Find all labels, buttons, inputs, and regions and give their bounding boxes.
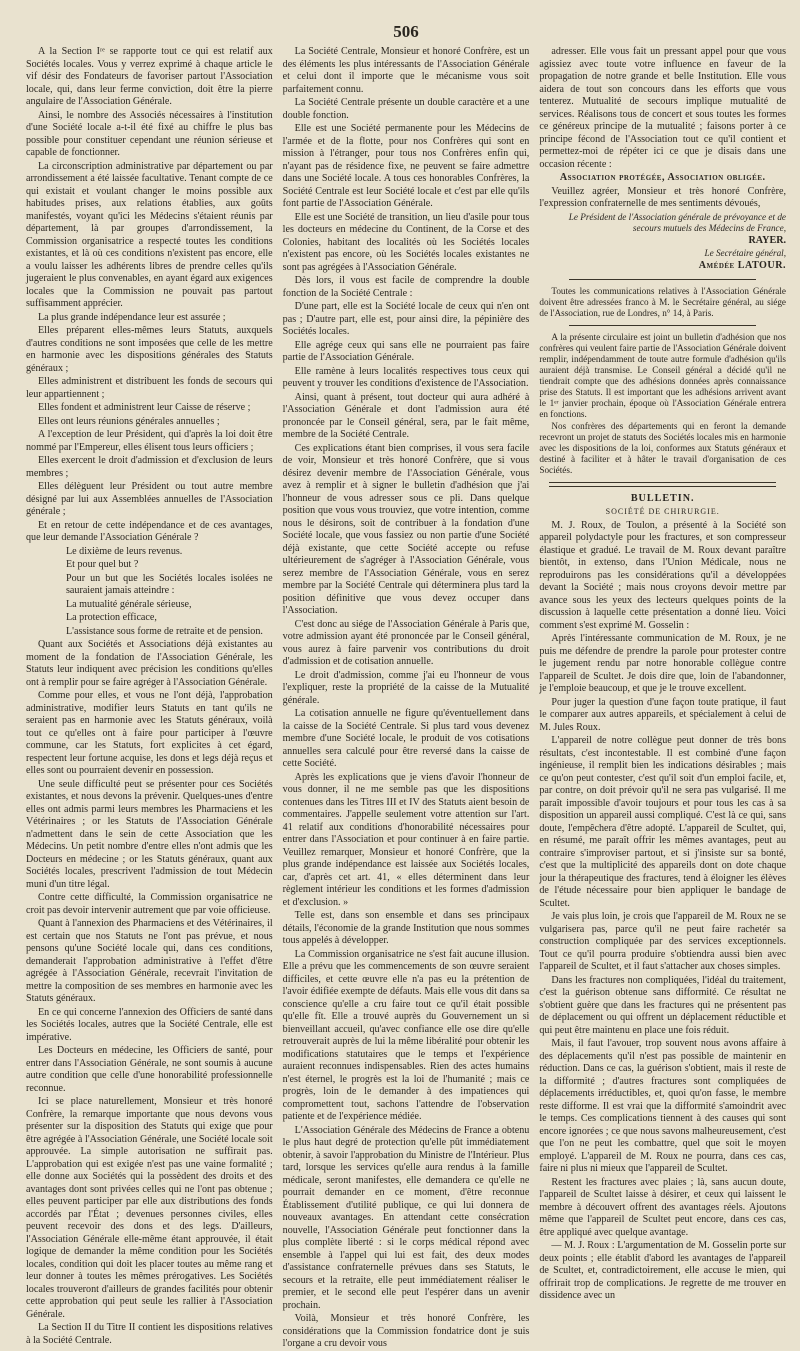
divider [569, 279, 756, 280]
paragraph: Dans les fractures non compliquées, l'idéal du traitement, c'est la guérison obtenue sans difformité. Ce résultat ne s'obtient guère que dans les fractures qui ne présentent pas de déplacement ou qui offrent un déplacement réductible et qui peut être maintenu en place une fois réduit. [539, 974, 787, 1036]
paragraph: Ces explications étant bien comprises, il vous sera facile de voir, Monsieur et très honoré Confrère, que si vous désirez devenir membre de l'Association Générale, vous avez à remplir et à signer le bulletin d'adhésion que j'ai l'honneur de vous adresser sous ce pli. Dans quelque position que vous vous trouviez, que votre intention, comme nous le désirons, soit de contribuer à la fondation d'une Société locale, que vous fassiez ou non partie d'une Société déjà existante, que cette Société accepte ou refuse ultérieurement de s'agréger à l'Association Générale, vous serez membre de l'Association Générale, vous en serez membre par la Société Centrale qui déterminera plus tard la position définitive que vous devez occuper dans l'Association. [282, 442, 530, 616]
motto: Association protégée, Association obligée. [559, 172, 766, 183]
paragraph: Pour juger la question d'une façon toute pratique, il faut le comparer aux autres appareils, et spécialement à celui de M. Jules Roux. [539, 696, 787, 733]
section-heading: BULLETIN. [630, 492, 695, 504]
paragraph: La circonscription administrative par département ou par arrondissement a été laissée facultative. Tenant compte de ce qui existait et voulant changer le moins possible aux habitudes prises, aux relations établies, aux goûts manifestés, voyant qu'ici les Médecins s'étaient réunis par département, là par groupes d'arrondissement, la Commission organisatrice a respecté toutes les conditions existantes, et là où ces conditions n'existent pas encore, elle a voulu laisser les adhérents libres de prendre celles qu'ils jugeraient le plus convenables, en ayant égard aux exigences locales que la Commission ne pouvait pas partout suffisamment apprécier. [26, 160, 273, 309]
paragraph: — M. J. Roux : L'argumentation de M. Gosselin porte sur deux points ; elle établit d'abord les avantages de l'appareil de Scultet, et, contradictoirement, elle accuse le mien, qui offrirait trop de complications. Je regrette de me trouver en dissidence avec un [539, 1240, 787, 1301]
verse-line: Et pour quel but ? [66, 559, 139, 570]
paragraph: La Société Centrale, Monsieur et honoré Confrère, est un des éléments les plus intéressants de l'Association Générale et celui dont il importe que le mécanisme vous soit parfaitement connu. [282, 46, 530, 95]
paragraph: Comme pour elles, et vous ne l'ont déjà, l'approbation administrative, modifier leurs Statuts en tant qu'ils ne seraient pas en harmonie avec les Statuts généraux, voilà tout ce qu'elles ont à faire pour participer à l'œuvre commune, car les Statuts, fort explicites à cet égard, respectent leur fortune acquise, les dons et legs déjà reçus et elles sont ou pourraient devenir en possession. [26, 690, 273, 776]
section-subheading: SOCIÉTÉ DE CHIRURGIE. [605, 507, 720, 516]
paragraph: Le droit d'admission, comme j'ai eu l'honneur de vous l'expliquer, reste la propriété de la caisse de la Mutualité générale. [282, 669, 530, 706]
paragraph: Quant aux Sociétés et Associations déjà existantes au moment de la fondation de l'Association Générale, les Statuts leur indiquent avec précision les conditions qu'elles ont à remplir pour se faire agréger à l'Association Générale. [26, 639, 273, 688]
divider [569, 325, 756, 326]
column-1 [26, 46, 273, 1346]
paragraph: Et en retour de cette indépendance et de ces avantages, que leur demande l'Association Générale ? [26, 519, 273, 543]
paragraph: La cotisation annuelle ne figure qu'éventuellement dans la caisse de la Société Centrale. Si plus tard vous devenez membre d'une Société locale, le produit de vos cotisations annuelles sera calculé pour être reversé dans la caisse de cette Société. [282, 708, 530, 769]
paragraph: Je vais plus loin, je crois que l'appareil de M. Roux ne se vulgarisera pas, parce qu'il ne peut faire rachetér sa construction compliquée par des services exceptionnels. Tout ce qu'il pourra produire s'obtiendra aussi bien avec l'appareil de Scultet, et il faut s'attacher aux choses simples. [539, 911, 787, 972]
paragraph: Elle ramène à leurs localités respectives tous ceux qui peuvent y trouver les conditions d'existence de l'Association. [282, 365, 530, 389]
column-3 [539, 46, 787, 1301]
paragraph: M. J. Roux, de Toulon, a présenté à la Société son appareil polydactyle pour les fractures, et son compresseur élastique et gradué. Le travail de M. Roux devant paraître bientôt, in extenso, dans l'Union Médicale, nous ne reproduirons pas les considérations qu'il a développées devant la Société ; mais nous croyons devoir mettre par avance sous les yeux des lecteurs quelques points de la discussion à laquelle cette présentation a donné lieu. Voici comment s'est exprimé M. Gosselin : [539, 519, 787, 631]
signature-name-president: RAYER. [748, 234, 787, 246]
paragraph: La Section II du Titre II contient les dispositions relatives à la Société Centrale. [26, 1322, 273, 1346]
verse-line: Le dixième de leurs revenus. [66, 545, 183, 557]
signature-role-secretary: Le Secrétaire général, [704, 248, 787, 258]
paragraph: Elles ont leurs réunions générales annuelles ; [38, 415, 220, 427]
double-divider [549, 482, 776, 487]
paragraph: Voilà, Monsieur et très honoré Confrère, les considérations que la Commission fondatrice dont je suis l'organe a cru devoir vous [282, 1313, 530, 1349]
notice-communications: Toutes les communications relatives à l'Association Générale doivent être adressées franco à M. le Secrétaire général, au siége de l'Association, rue de Londres, n° 14, à Paris. [539, 285, 787, 318]
paragraph: Mais, il faut l'avouer, trop souvent nous avons affaire à des déplacements qu'il n'est pas possible de maintenir en réduction. Dans ce cas, la guérison s'obtient, mais il reste de la difformité ; d'autres fractures sont compliquées de déplacements irréductibles, et, quoi qu'on fasse, le membre reste difforme. Il est vrai que la difformité s'amoindrit avec le temps. Ces complications tiennent à des causes qui sont encore ignorées ; ce que nous savons malheureusement, c'est que l'on ne peut les combattre, quel que soit le moyen employé. L'appareil de M. Roux ne pourra, dans ces cas, faire ni plus ni mieux que l'appareil de Scultet. [539, 1038, 787, 1174]
columns [26, 46, 787, 1349]
paragraph: Elles préparent elles-mêmes leurs Statuts, auxquels d'autres conditions ne sont imposées que celle de les mettre en harmonie avec les dispositions générales des Statuts généraux ; [26, 325, 273, 374]
paragraph: La Commission organisatrice ne s'est fait aucune illusion. Elle a prévu que les commencements de son œuvre seraient difficiles, et cette œuvre elle n'a pas eu la prétention de l'avoir édifiée exempte de défauts. Mais elle vous dit dans sa conscience qu'elle a cru faire tout ce qu'il était possible qu'elle fît. Elle a trouvé auprès du Gouvernement un si bienveillant accueil, qu'avec confiance elle ose dire qu'elle retrouverait auprès de lui la même libéralité pour obtenir les modifications statutaires que le temps et l'expérience auraient reconnues indispensables. Rien des actes humains n'est éternel, le progrès est la loi de l'humanité ; mais ce progrès, loin de le demander à des impatiences qui compromettent tout, sachons l'attendre de l'observation patiente et de l'expérience médiée. [282, 948, 530, 1122]
paragraph: Elles administrent et distribuent les fonds de secours qui leur appartiennent ; [26, 376, 273, 400]
paragraph: A l'exception de leur Président, qui d'après la loi doit être nommé par l'Empereur, elles élisent tous leurs officiers ; [26, 429, 273, 453]
paragraph: En ce qui concerne l'annexion des Officiers de santé dans les Sociétés locales, autres que la Société Centrale, elle est impérative. [26, 1006, 273, 1043]
paragraph: Une seule difficulté peut se présenter pour ces Sociétés existantes, et nous devons la prévenir. Quelques-unes d'entre elles ont admis parmi leurs membres les Pharmaciens et les Vétérinaires ; or les Statuts de l'Association Générale n'admettent dans le sein de cette Association que les Médecins. Un petit nombre d'entre elles n'ont admis que les Docteurs en médecine ; or les Statuts généraux, quant aux Sociétés locales, prescrivent l'admission de tout Médecin muni d'un titre légal. [26, 778, 273, 890]
paragraph: C'est donc au siége de l'Association Générale à Paris que, votre admission ayant été prononcée par le Conseil général, vous aurez à faire parvenir vos contributions du droit d'admission et de cotisation annuelle. [282, 618, 530, 667]
paragraph: Elles délèguent leur Président ou tout autre membre désigné par lui aux Assemblées annuelles de l'Association générale ; [26, 481, 273, 517]
paragraph: Elles fondent et administrent leur Caisse de réserve ; [38, 402, 251, 413]
paragraph: Ici se place naturellement, Monsieur et très honoré Confrère, la remarque importante que nous devons vous présenter sur la disposition des Statuts qui exige que pour être agrégée à l'Association Générale, une Société locale soit approuvée. La simple autorisation ne suffirait pas. L'approbation qui est exigée n'est pas une vaine formalité ; elle donne aux Sociétés qui la possèdent des droits et des avantages dont sont privées celles qui ne l'ont pas obtenue ; elles peuvent participer par elle aux distributions des fonds accordés par l'État ; devenues personnes civiles, elles peuvent recevoir des dons et des legs. D'ailleurs, l'Association Générale elle-même étant approuvée, il était logique de demander la même condition pour les Sociétés locales, condition qui doit les placer toutes au même rang et leur donner à toutes les mêmes prérogatives. Les Sociétés locales trouveront d'ailleurs de grandes facilités pour obtenir cette approbation qui peut seule les rallier à l'Association Générale. [26, 1096, 273, 1320]
paragraph: Contre cette difficulté, la Commission organisatrice ne croit pas devoir intervenir autrement que par voie officieuse. [26, 892, 273, 916]
paragraph: La Société Centrale présente un double caractère et a une double fonction. [282, 97, 530, 121]
verse-line: L'assistance sous forme de retraite et de pension. [66, 625, 263, 637]
verse-line: La protection efficace, [66, 612, 157, 623]
page-number: 506 [393, 22, 419, 41]
paragraph: D'une part, elle est la Société locale de ceux qui n'en ont pas ; D'autre part, elle est, pour ainsi dire, la pépinière des Sociétés locales. [282, 301, 530, 337]
paragraph: Elle agrége ceux qui sans elle ne pourraient pas faire partie de l'Association Générale. [282, 339, 530, 363]
paragraph: Ainsi, quant à présent, tout docteur qui aura adhéré à l'Association Générale et dont l'admission aura été prononcée par le Conseil général, sera, par le fait même, membre de la Société Centrale. [282, 391, 530, 440]
paragraph: Ainsi, le nombre des Associés nécessaires à l'institution d'une Société locale a-t-il été fixé au chiffre le plus bas possible pour constituer cependant une réunion sérieuse et capable de fonctionner. [26, 109, 273, 158]
paragraph: Elle est une Société de transition, un lieu d'asile pour tous les docteurs en médecine du Continent, de la Corse et des Colonies, habitant des localités où les Sociétés locales n'existent pas encore, où les Sociétés locales existantes ne sont pas agrégées à l'Association Générale. [282, 211, 530, 273]
paragraph: Après l'intéressante communication de M. Roux, je ne puis me défendre de prendre la parole pour protester contre le jugement rendu par notre honorable collègue contre l'appareil de Scultet. Je dois dire que, loin de l'abandonner, je l'emploie beaucoup, et que je le trouve excellent. [539, 633, 787, 694]
paragraph: Telle est, dans son ensemble et dans ses principaux détails, l'économie de la grande Institution que nous sommes tous appelés à développer. [282, 910, 530, 946]
column-2 [282, 46, 530, 1349]
paragraph: A la Section Iʳᵉ se rapporte tout ce qui est relatif aux Sociétés locales. Vous y verrez exprimé à chaque article le vif désir des Fondateurs de favoriser partout l'Association locale, qui, dans leur ferme conviction, doit être la pierre angulaire de l'Association Générale. [26, 46, 273, 107]
paragraph: Elles exercent le droit d'admission et d'exclusion de leurs membres ; [26, 455, 273, 479]
verse-line: Pour un but que les Sociétés locales isolées ne sauraient jamais atteindre : [66, 572, 273, 596]
paragraph: L'Association Générale des Médecins de France a obtenu le plus haut degré de protection qu'elle pût immédiatement obtenir, à savoir l'approbation du Ministre de l'Intérieur. Plus tard, lorsque les services qu'elle aura rendus à la famille médicale, seront manifestes, elle demandera ce qu'elle ne pourrait demander en ce moment, d'être reconnue Établissement d'utilité publique, ce qui lui donnera de nouveaux avantages. En attendant cette consécration nouvelle, l'Association Générale peut fonctionner dans la plus complète liberté : si le corps médical répond avec ensemble à l'appel qui lui est fait, des deux modes d'assistance confraternelle prévues dans ses Statuts, le secours et la retraite, elle peut immédiatement réaliser le premier, et le second elle peut l'espérer dans un avenir prochain. [282, 1124, 530, 1311]
paragraph: Dès lors, il vous est facile de comprendre la double fonction de la Société Centrale : [282, 275, 530, 299]
notice-circular: A la présente circulaire est joint un bulletin d'adhésion que nos confrères qui veulent faire partie de l'Association Générale doivent remplir, indépendamment de toute autre formule d'adhésion qu'ils auraient déjà transmise. Le Conseil général a décidé qu'il ne tiendrait compte que des adhésions données après connaissance prise des Statuts. Il est important que les adhésions arrivent avant le 1ᵉʳ janvier prochain, époque où l'Association Générale entrera en fonctions. [539, 331, 787, 419]
notice-circular: Nos confrères des départements qui en feront la demande recevront un projet de statuts des Sociétés locales mis en harmonie avec les dispositions de la loi, conformes aux Statuts généraux et destiné à faciliter et à hâter le travail d'organisation de ces Sociétés. [539, 420, 787, 475]
paragraph: Elle est une Société permanente pour les Médecins de l'armée et de la flotte, pour nos Confrères qui sont en mission à l'étranger, pour tous nos Confrères enfin qui, n'ayant pas de résidence fixe, ne peuvent se faire admettre dans une Société locale. A tous ces honorables Confrères, la Société Centrale est leur Société locale et c'est par elle qu'ils font partie de l'Association Générale. [282, 123, 530, 209]
paragraph: Après les explications que je viens d'avoir l'honneur de vous donner, il ne me semble pas que les dispositions contenues dans les Titres III et IV des Statuts aient besoin de commentaires. J'appelle seulement votre attention sur l'art. 41 relatif aux conditions d'honorabilité nécessaires pour entrer dans l'Association et pour continuer à en faire partie. Veuillez remarquer, Monsieur et honoré Confrère, que la plus grande indépendance est laissée aux Sociétés locales, car, d'après cet art. 41, « elles déterminent dans leur règlement intérieur les conditions et les formes d'admission et d'exclusion. » [282, 771, 530, 908]
paragraph: Veuillez agréer, Monsieur et très honoré Confrère, l'expression confraternelle de mes sentiments dévoués, [539, 185, 787, 209]
signature-role-president: Le Président de l'Association générale de prévoyance et de secours mutuels des Médecins de France, [568, 211, 787, 233]
paragraph: Les Docteurs en médecine, les Officiers de santé, pour entrer dans l'Association Générale, ne sont soumis à aucune autre condition que celle d'une honorabilité professionnelle reconnue. [26, 1045, 273, 1094]
paragraph: Quant à l'annexion des Pharmaciens et des Vétérinaires, il est certain que nos Statuts ne l'ont pas prévue, et nous pensons qu'une Société locale qui, dans ces conditions, demanderait l'approbation administrative à l'effet d'être agrégée à l'Association Générale, recevrait l'invitation de mettre la composition de ses membres en harmonie avec les Statuts généraux. [26, 918, 273, 1004]
verse-line: La mutualité générale sérieuse, [66, 598, 192, 610]
paragraph: L'appareil de notre collègue peut donner de très bons résultats, c'est incontestable. Il est combiné d'une façon ingénieuse, il remplit bien les indications désirables ; mais ce qu'on peut contester, c'est qu'il soit d'un emploi facile, et, par contre, on doit prévoir qu'il ne sera pas vulgarisé. Il me paraît impossible d'avoir toujours et pour tous les cas à sa disposition un appareil aussi compliqué. C'est là ce qui, sans doute, l'empêchera d'être adopté. L'appareil de Scultet, qui, en résumé, me paraît offrir les mêmes avantages, peut au contraire s'improviser partout, et si j'insiste sur sa bonté, c'est que la multiplicité des appareils dont on dote chaque jour la thérapeutique des fractures, tend à éloigner les élèves de l'étude nécessaire pour bien appliquer le bandage de Scultet. [539, 735, 787, 909]
signature-name-secretary: Amédée LATOUR. [698, 260, 787, 271]
paragraph: Restent les fractures avec plaies ; là, sans aucun doute, l'appareil de Scultet laisse à désirer, et ceux qui laissent le membre à découvert offrent des avantages réels. Ajoutons même que l'appareil de Scultet peut encore, dans ces cas, être appliqué avec quelque avantage. [539, 1176, 787, 1238]
paragraph: La plus grande indépendance leur est assurée ; [38, 311, 226, 323]
paragraph: adresser. Elle vous fait un pressant appel pour que vous agissiez avec toute votre influence en faveur de la propagation de notre grande et belle Institution. Elle vous aidera de tout son concours dans les efforts que vous tenterez. Mutualité de secours implique mutualité de services. Réalisons tous de concert et sous toutes les formes ce généreux principe de la mutualité ; faisons porter à ce principe fécond de l'Association tout ce qu'il contient et permettez-moi de répéter ici ce que je disais dans une occasion récente : [539, 46, 787, 170]
